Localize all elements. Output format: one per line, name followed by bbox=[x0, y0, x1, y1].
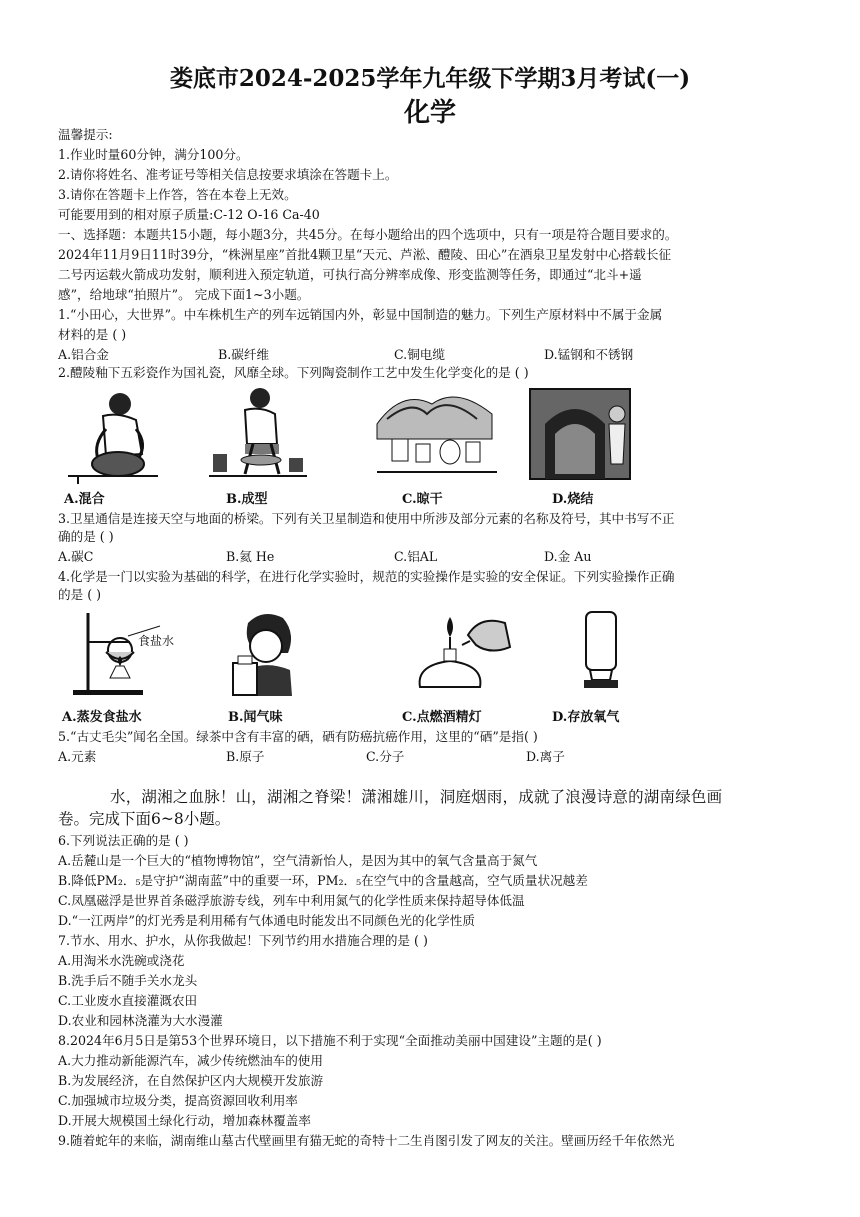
question-7: 7.节水、用水、护水，从你我做起！下列节约用水措施合理的是 ( ) bbox=[58, 933, 428, 948]
label-salt-water: 食盐水 bbox=[138, 634, 175, 648]
q5-option-a: A.元素 bbox=[58, 749, 97, 764]
q3-option-b: B.氦 He bbox=[226, 549, 275, 564]
question-1: 1.“小田心，大世界”。中车株机生产的列车远销国内外，彰显中国制造的魅力。下列生产原材料中不属于金属 bbox=[58, 307, 663, 322]
passage-line: 感”，给地球“拍照片”。 完成下面1~3小题。 bbox=[58, 287, 310, 302]
question-6: 6.下列说法正确的是 ( ) bbox=[58, 833, 189, 848]
question-1-cont: 材料的是 ( ) bbox=[58, 327, 127, 342]
q2-caption-a: A.混合 bbox=[64, 492, 105, 507]
q3-option-a: A.碳C bbox=[58, 549, 94, 564]
q8-option-c: C.加强城市垃圾分类，提高资源回收利用率 bbox=[58, 1093, 298, 1108]
q1-option-a: A.铝合金 bbox=[58, 347, 109, 362]
q5-option-b: B.原子 bbox=[226, 749, 265, 764]
passage-line: 二号丙运载火箭成功发射，顺利进入预定轨道，可执行高分辨率成像、形变监测等任务，即通过“北斗+遥 bbox=[58, 267, 642, 282]
q1-option-b: B.碳纤维 bbox=[218, 347, 270, 362]
figure-shaping bbox=[205, 384, 310, 484]
q4-caption-d: D.存放氧气 bbox=[552, 710, 620, 725]
question-3: 3.卫星通信是连接天空与地面的桥梁。下列有关卫星制造和使用中所涉及部分元素的名称及符号，其中书写不正 bbox=[58, 511, 675, 526]
q6-option-c: C.凤凰磁浮是世界首条磁浮旅游专线，列车中利用氮气的化学性质来保持超导体低温 bbox=[58, 893, 525, 908]
q4-caption-a: A.蒸发食盐水 bbox=[62, 710, 142, 725]
figure-smelling bbox=[228, 608, 298, 698]
atomic-mass-line: 可能要用到的相对原子质量:C-12 O-16 Ca-40 bbox=[58, 207, 320, 222]
note-item: 2.请你将姓名、准考证号等相关信息按要求填涂在答题卡上。 bbox=[58, 167, 398, 182]
question-8: 8.2024年6月5日是第53个世界环境日，以下措施不利于实现“全面推动美丽中国建设”主题的是( ) bbox=[58, 1033, 602, 1048]
question-3-cont: 确的是 ( ) bbox=[58, 529, 114, 544]
passage-2-line: 水，湖湘之血脉！山，湖湘之脊梁！潇湘雄川，洞庭烟雨，成就了浪漫诗意的湖南绿色画 bbox=[110, 788, 723, 806]
question-4: 4.化学是一门以实验为基础的科学，在进行化学实验时，规范的实验操作是实验的安全保证。下列实验操作正确 bbox=[58, 569, 675, 584]
section-heading: 一、选择题：本题共15小题，每小题3分，共45分。在每小题给出的四个选项中，只有一项是符合题目要求的。 bbox=[58, 227, 678, 242]
q1-option-c: C.铜电缆 bbox=[394, 347, 445, 362]
q7-option-b: B.洗手后不随手关水龙头 bbox=[58, 973, 198, 988]
q3-option-c: C.铝AL bbox=[394, 549, 438, 564]
q2-caption-d: D.烧结 bbox=[552, 492, 594, 507]
question-4-cont: 的是 ( ) bbox=[58, 587, 102, 602]
q8-option-b: B.为发展经济，在自然保护区内大规模开发旅游 bbox=[58, 1073, 324, 1088]
q4-caption-b: B.闻气味 bbox=[228, 710, 283, 725]
figure-evaporation bbox=[68, 608, 188, 698]
note-item: 3.请你在答题卡上作答，答在本卷上无效。 bbox=[58, 187, 297, 202]
question-5: 5.“古丈毛尖”闻名全国。绿茶中含有丰富的硒，硒有防癌抗癌作用，这里的“硒”是指( ) bbox=[58, 729, 538, 744]
q2-caption-c: C.晾干 bbox=[402, 492, 443, 507]
figure-oxygen-bottle bbox=[576, 608, 626, 698]
q8-option-d: D.开展大规模国土绿化行动，增加森林覆盖率 bbox=[58, 1113, 311, 1128]
figure-sintering bbox=[525, 384, 635, 484]
figure-drying bbox=[372, 384, 502, 484]
figure-mixing bbox=[58, 384, 163, 484]
notes-heading: 温馨提示: bbox=[58, 127, 113, 142]
q6-option-d: D.“一江两岸”的灯光秀是利用稀有气体通电时能发出不同颜色光的化学性质 bbox=[58, 913, 475, 928]
q6-option-b: B.降低PM₂．₅是守护“湖南蓝”中的重要一环，PM₂．₅在空气中的含量越高，空气质量状况越差 bbox=[58, 873, 588, 888]
q6-option-a: A.岳麓山是一个巨大的“植物博物馆”，空气清新怡人，是因为其中的氧气含量高于氮气 bbox=[58, 853, 538, 868]
figure-alcohol-lamp bbox=[410, 605, 520, 695]
q1-option-d: D.锰钢和不锈钢 bbox=[544, 347, 634, 362]
q7-option-a: A.用淘米水洗碗或浇花 bbox=[58, 953, 185, 968]
q7-option-c: C.工业废水直接灌溉农田 bbox=[58, 993, 198, 1008]
question-2: 2.醴陵釉下五彩瓷作为国礼瓷，风靡全球。下列陶瓷制作工艺中发生化学变化的是 ( ) bbox=[58, 365, 529, 380]
subject-title: 化学 bbox=[403, 98, 456, 128]
q5-option-d: D.离子 bbox=[526, 749, 565, 764]
q8-option-a: A.大力推动新能源汽车，减少传统燃油车的使用 bbox=[58, 1053, 323, 1068]
q7-option-d: D.农业和园林浇灌为大水漫灌 bbox=[58, 1013, 223, 1028]
q4-caption-c: C.点燃酒精灯 bbox=[402, 710, 482, 725]
q2-caption-b: B.成型 bbox=[226, 492, 268, 507]
q3-option-d: D.金 Au bbox=[544, 549, 592, 564]
note-item: 1.作业时量60分钟，满分100分。 bbox=[58, 147, 249, 162]
passage-2-line: 卷。完成下面6~8小题。 bbox=[58, 810, 231, 828]
q5-option-c: C.分子 bbox=[366, 749, 405, 764]
exam-title: 娄底市2024-2025学年九年级下学期3月考试(一) bbox=[169, 65, 691, 92]
passage-line: 2024年11月9日11时39分，“株洲星座”首批4颗卫星“天元、芦淞、醴陵、田心”在酒泉卫星发射中心搭载长征 bbox=[58, 247, 672, 262]
question-9: 9.随着蛇年的来临，湖南维山墓古代壁画里有猫无蛇的奇特十二生肖图引发了网友的关注。壁画历经千年依然光 bbox=[58, 1133, 675, 1148]
